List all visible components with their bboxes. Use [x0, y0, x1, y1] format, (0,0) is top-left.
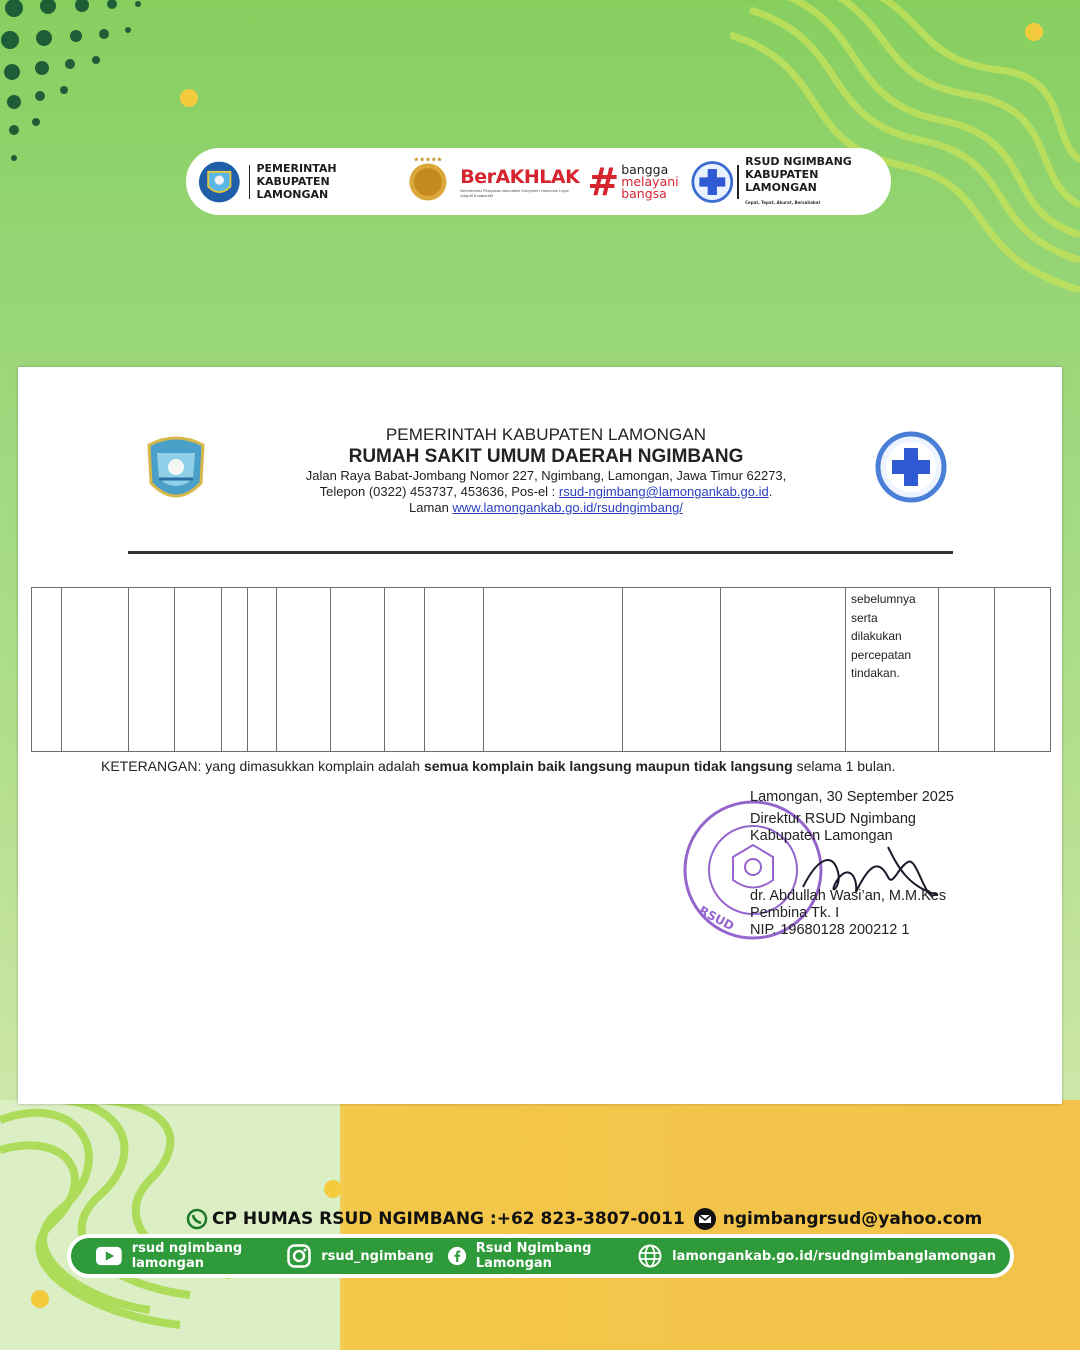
- svg-text:RSUD: RSUD: [696, 903, 737, 934]
- social-links-bar: [67, 1234, 1014, 1278]
- cell-line: percepatan: [851, 647, 912, 662]
- rsud-cross-logo-icon: [874, 430, 948, 504]
- doc-header-line1: PEMERINTAH KABUPATEN LAMONGAN: [385, 425, 707, 444]
- rsud-cross-logo-icon: [691, 159, 734, 205]
- letterhead-divider: [128, 551, 953, 554]
- cell-line: serta: [851, 610, 878, 625]
- complaint-table: [31, 587, 1051, 752]
- facebook-label: Rsud Ngimbang Lamongan: [475, 1241, 592, 1271]
- berakhlak-logo-text: BerAKHLAK: [460, 165, 580, 188]
- doc-address: Jalan Raya Babat-Jombang Nomor 227, Ngimbang, Lamongan, Jawa Timur 62273,: [305, 468, 787, 483]
- doc-site-label: Laman: [409, 500, 449, 515]
- bangga-text: bangga: [621, 161, 669, 177]
- globe-icon: [638, 1244, 662, 1268]
- cell-line: sebelumnya: [851, 592, 916, 606]
- berakhlak-subtitle: Berorientasi Pelayanan Akuntabel Kompeten Harmonis Loyal Adaptif Kolaboratif: [460, 187, 569, 198]
- yellow-dot: [1025, 23, 1043, 41]
- facebook-icon: [448, 1244, 466, 1268]
- sign-nip: NIP. 19680128 200212 1: [750, 922, 910, 938]
- cell-line: tindakan.: [851, 666, 900, 680]
- table-cell-text: [851, 590, 916, 683]
- sign-rank: Pembina Tk. I: [750, 905, 840, 921]
- header-org-line2: KABUPATEN LAMONGAN: [256, 175, 330, 201]
- header-rsud-line1: RSUD NGIMBANG: [745, 154, 852, 168]
- website-link[interactable]: [638, 1244, 996, 1268]
- cp-humas-text: CP HUMAS RSUD NGIMBANG :+62 823-3807-0011: [212, 1209, 685, 1229]
- sign-name: dr. Abdullah Wasi’an, M.M.Kes: [750, 888, 947, 904]
- keterangan-bold: semua komplain baik langsung maupun tidak langsung: [423, 758, 793, 774]
- lamongan-emblem-icon: [143, 435, 209, 507]
- header-rsud-tagline: Cepat, Tepat, Akurat, Bersahabat: [745, 199, 821, 205]
- lamongan-emblem-icon: [198, 159, 241, 205]
- youtube-label: rsud ngimbang lamongan: [131, 1241, 243, 1271]
- sign-title1: Direktur RSUD Ngimbang: [750, 811, 916, 827]
- signature-block: [750, 789, 954, 939]
- sign-title2: Kabupaten Lamongan: [750, 828, 893, 844]
- header-org-line1: PEMERINTAH: [256, 162, 337, 175]
- mail-icon: [693, 1207, 717, 1231]
- melayani-text: melayani: [621, 173, 679, 189]
- header-logo-bar: [186, 148, 891, 215]
- svg-text:★★★★★: ★★★★★: [413, 156, 443, 164]
- yellow-dot: [180, 89, 198, 107]
- whatsapp-icon: [186, 1208, 208, 1230]
- bangga-melayani-bangsa-logo: # bangga melayani bangsa: [587, 159, 679, 204]
- instagram-link[interactable]: [287, 1244, 433, 1268]
- complaint-report-document: PEMERINTAH KABUPATEN LAMONGAN RUMAH SAKIT UMUM DAERAH NGIMBANG Jalan Raya Babat-Jombang Nomor 227, Ngimbang, Lamongan, Jawa Timur 62273, Telepon (0322) 453737, 453636, Pos-el : rsud-ngimbang@lamongankab.go.id. Laman www.lamongankab.go.id/rsudngimbang/ sebelumnya serta dilakukan percepatan tindakan. KETERANGAN: yang dimasukkan komplain adalah semua komplain baik langsung maupun tidak langsung selama 1 bulan. RSUD Lamongan, 30 September 2025 Direktur RSUD Ngimbang Kabupaten Lamongan dr. Abdullah Wasi’an, M.M.Kes Pembina Tk. I NIP. 19680128 200212 1: [18, 367, 1062, 1104]
- doc-phone: Telepon (0322) 453737, 453636, Pos-el :: [319, 484, 556, 499]
- doc-site-link[interactable]: www.lamongankab.go.id/rsudngimbang/: [452, 500, 683, 515]
- instagram-icon: [287, 1244, 311, 1268]
- keterangan-note: KETERANGAN: yang dimasukkan komplain adalah semua komplain baik langsung maupun tidak langsung selama 1 bulan.: [101, 758, 896, 774]
- facebook-link[interactable]: [448, 1241, 625, 1271]
- sign-place-date: Lamongan, 30 September 2025: [750, 789, 954, 805]
- contact-line: [186, 1207, 982, 1231]
- instagram-label: rsud_ngimbang: [321, 1248, 434, 1264]
- header-rsud-line2: KABUPATEN LAMONGAN: [745, 167, 819, 194]
- bangsa-text: bangsa: [621, 185, 667, 201]
- doc-email-link[interactable]: rsud-ngimbang@lamongankab.go.id: [558, 484, 769, 499]
- website-label: lamongankab.go.id/rsudngimbanglamongan: [672, 1248, 996, 1264]
- cell-line: dilakukan: [851, 629, 902, 643]
- gold-medal-icon: [402, 154, 454, 210]
- dot-pattern-decoration: [0, 0, 170, 170]
- contact-email[interactable]: ngimbangrsud@yahoo.com: [722, 1209, 983, 1229]
- youtube-link[interactable]: [96, 1241, 273, 1271]
- youtube-icon: [96, 1244, 122, 1268]
- doc-header-title: RUMAH SAKIT UMUM DAERAH NGIMBANG: [348, 446, 744, 467]
